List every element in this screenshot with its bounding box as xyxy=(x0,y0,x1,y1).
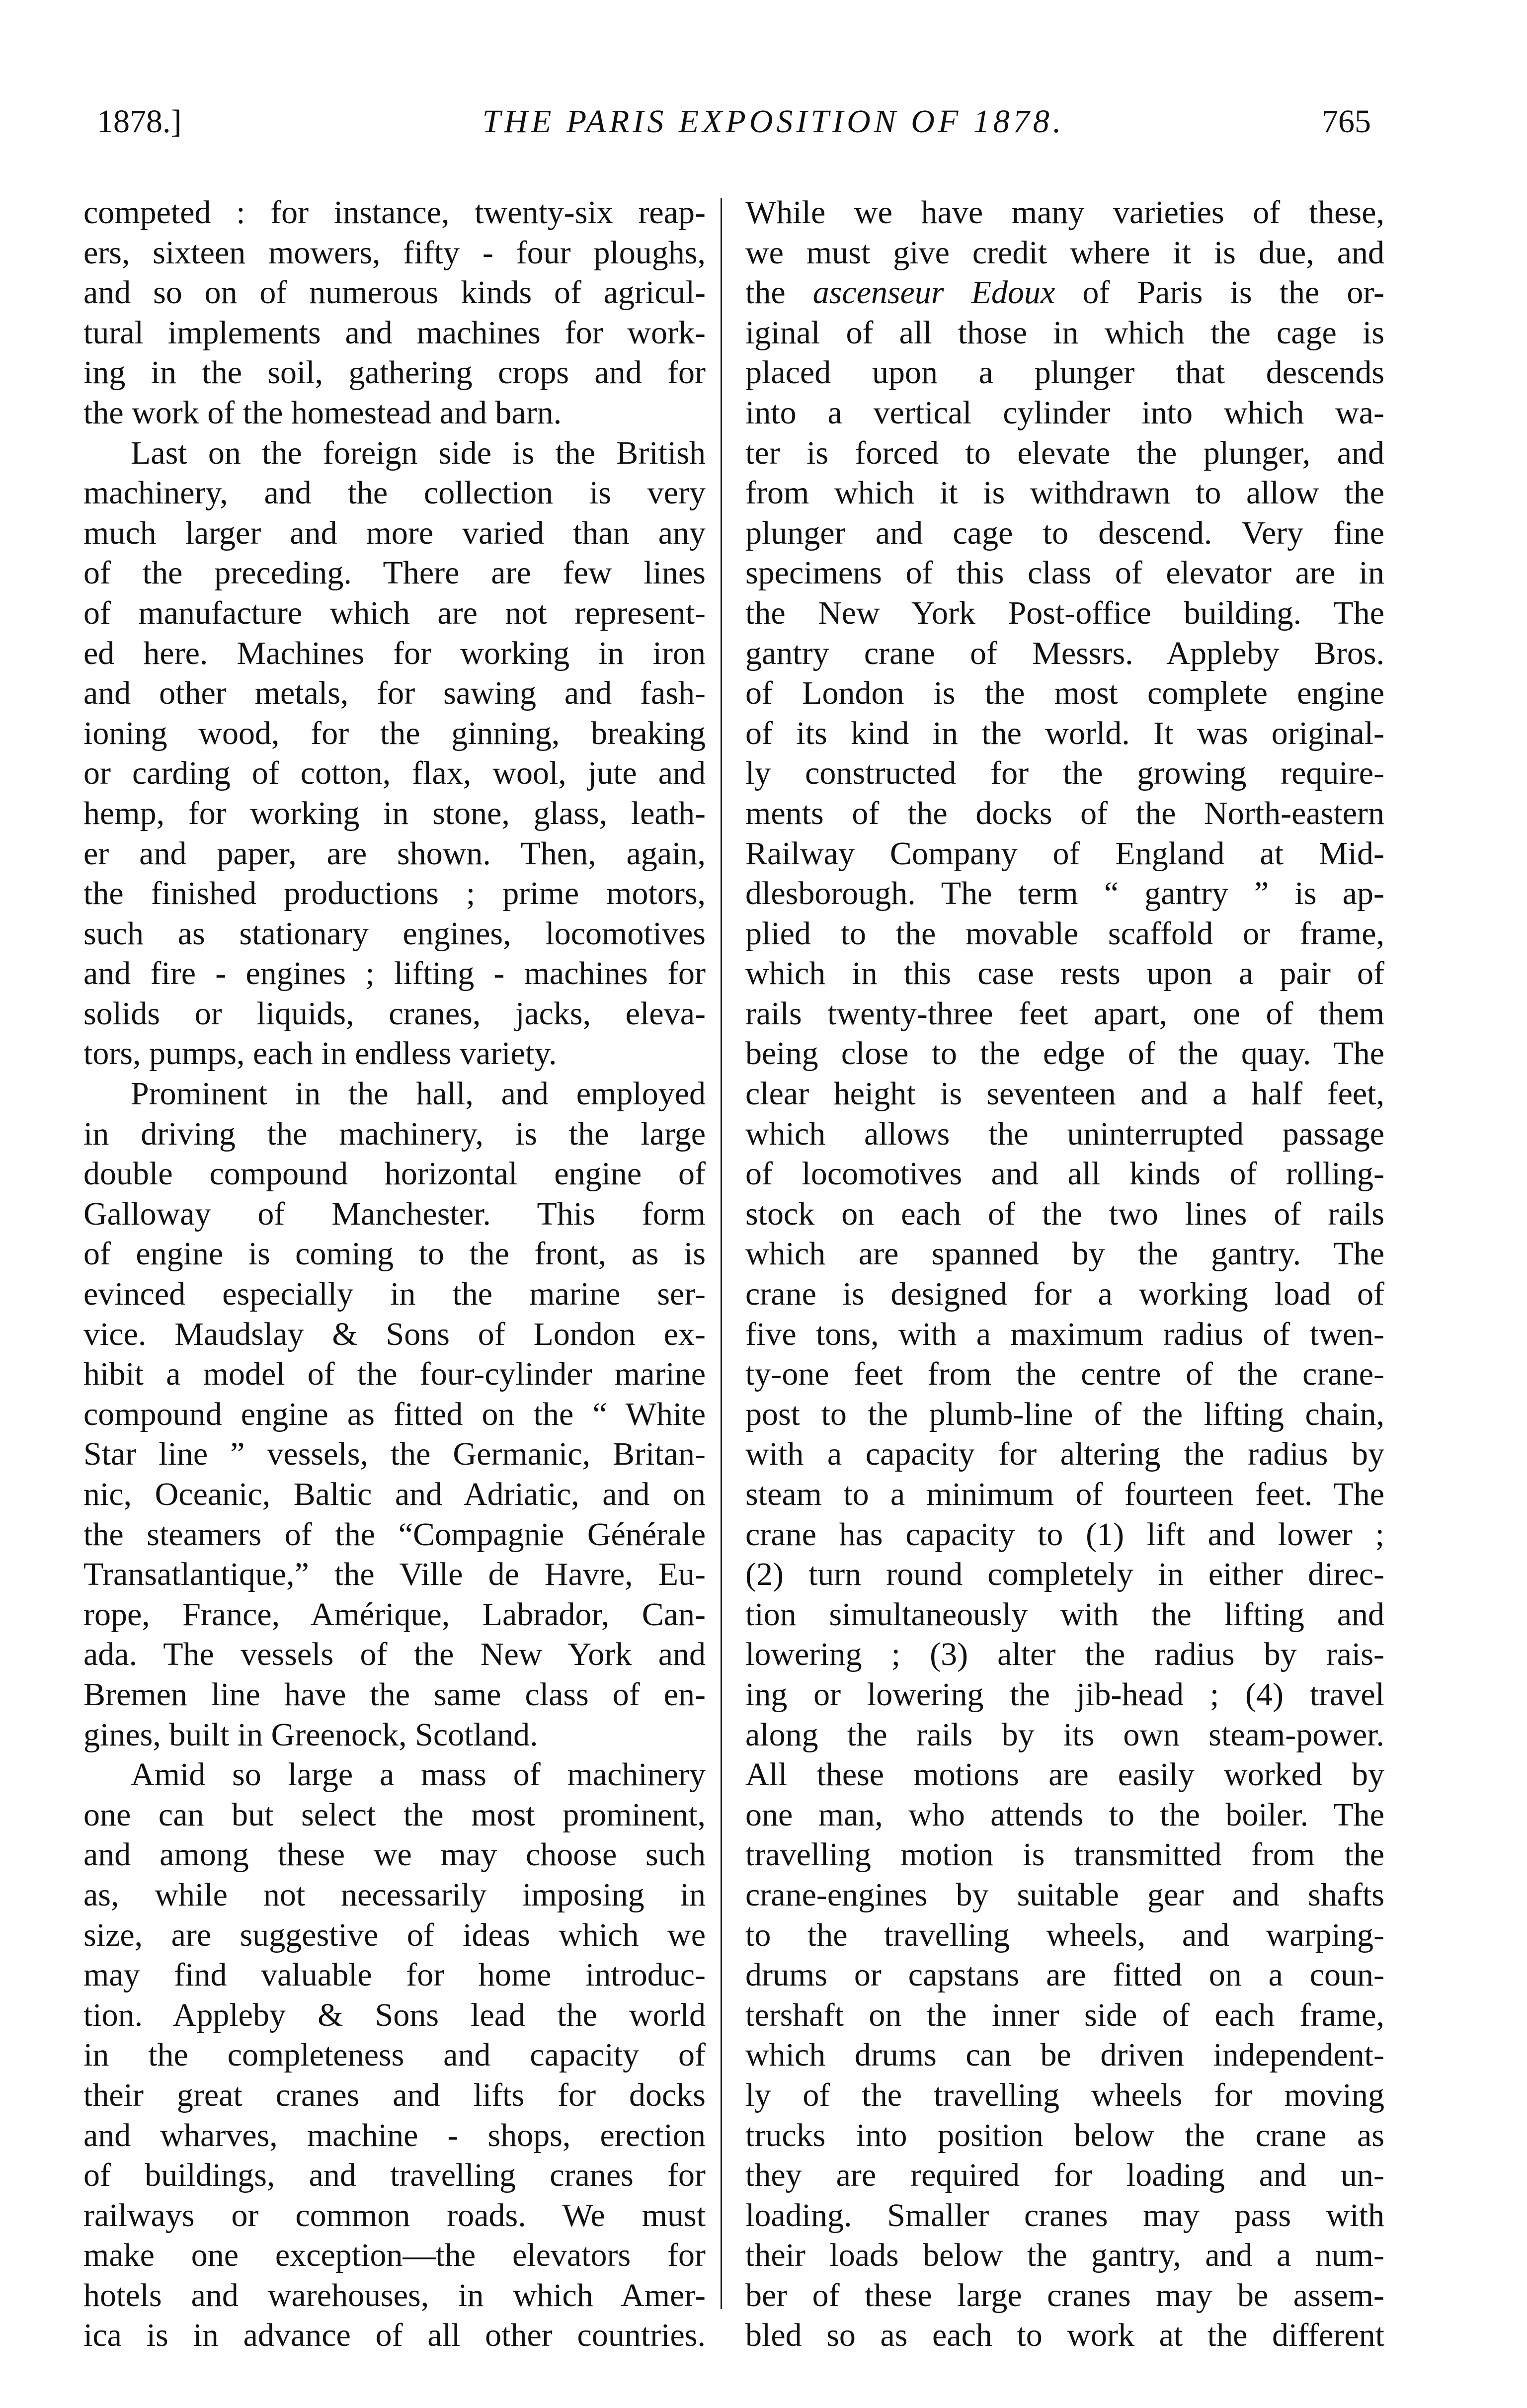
text-line: of the preceding. There are few lines xyxy=(83,555,706,591)
text-line: much larger and more varied than any xyxy=(83,514,706,551)
text-line: Star line ” vessels, the Germanic, Britan- xyxy=(83,1436,706,1473)
text-line: and so on of numerous kinds of agricul- xyxy=(83,274,706,311)
text-line: ter is forced to elevate the plunger, and xyxy=(745,434,1384,471)
text-line: specimens of this class of elevator are in xyxy=(745,555,1384,591)
text-line: gines, built in Greenock, Scotland. xyxy=(83,1716,538,1753)
text-line: one can but select the most prominent, xyxy=(83,1796,706,1833)
column-divider xyxy=(721,198,722,2309)
text-line: competed : for instance, twenty-six reap- xyxy=(83,194,706,231)
text-line: may find valuable for home introduc- xyxy=(83,1957,706,1993)
text-line: drums or capstans are fitted on a coun- xyxy=(745,1957,1384,1993)
text-line: the finished productions ; prime motors, xyxy=(83,875,706,912)
text-line: crane has capacity to (1) lift and lower ; xyxy=(745,1516,1384,1553)
text-line: tion. Appleby & Sons lead the world xyxy=(83,1996,706,2033)
text-line xyxy=(745,273,1384,313)
text-line: of London is the most complete engine xyxy=(745,675,1384,712)
text-line: tion simultaneously with the lifting and xyxy=(745,1596,1384,1633)
text-line: hotels and warehouses, in which Amer- xyxy=(83,2277,706,2314)
text-line: crane is designed for a working load of xyxy=(745,1276,1384,1313)
text-line: lowering ; (3) alter the radius by rais- xyxy=(745,1636,1384,1673)
text-line: ing or lowering the jib-head ; (4) travel xyxy=(745,1676,1384,1713)
text-line: the New York Post-office building. The xyxy=(745,594,1384,631)
text-line: ica is in advance of all other countries. xyxy=(83,2317,706,2354)
text-line: steam to a minimum of fourteen feet. The xyxy=(745,1476,1384,1512)
text-line: of locomotives and all kinds of rolling- xyxy=(745,1156,1384,1192)
text-line: ers, sixteen mowers, fifty - four ploughs, xyxy=(83,234,706,271)
text-line: trucks into position below the crane as xyxy=(745,2117,1384,2154)
text-line: While we have many varieties of these, xyxy=(745,194,1384,231)
text-line: er and paper, are shown. Then, again, xyxy=(83,835,706,872)
text-line: they are required for loading and un- xyxy=(745,2157,1384,2194)
text-line: bled so as each to work at the different xyxy=(745,2317,1384,2354)
text-line: their great cranes and lifts for docks xyxy=(83,2076,706,2113)
text-line: in the completeness and capacity of xyxy=(83,2037,706,2074)
text-line: ioning wood, for the ginning, breaking xyxy=(83,715,706,751)
text-line: of manufacture which are not represent- xyxy=(83,594,706,631)
text-line: ed here. Machines for working in iron xyxy=(83,635,706,671)
text-line: plunger and cage to descend. Very fine xyxy=(745,514,1384,551)
text-line: of its kind in the world. It was original- xyxy=(745,715,1384,751)
text-line: crane-engines by suitable gear and shafts xyxy=(745,1876,1384,1913)
text-line: iginal of all those in which the cage is xyxy=(745,314,1384,351)
text-line: ber of these large cranes may be assem- xyxy=(745,2277,1384,2314)
text-line: clear height is seventeen and a half feet, xyxy=(745,1076,1384,1112)
text-line: ly constructed for the growing require- xyxy=(745,755,1384,792)
text-line: nic, Oceanic, Baltic and Adriatic, and on xyxy=(83,1476,706,1512)
text-line: which in this case rests upon a pair of xyxy=(745,955,1384,992)
text-line: solids or liquids, cranes, jacks, eleva- xyxy=(83,995,706,1032)
text-line: travelling motion is transmitted from the xyxy=(745,1836,1384,1873)
text-line: being close to the edge of the quay. The xyxy=(745,1035,1384,1072)
italic-term: ascenseur Edoux xyxy=(812,274,1055,311)
text-line: placed upon a plunger that descends xyxy=(745,354,1384,391)
text-run: the xyxy=(745,274,813,311)
text-line: railways or common roads. We must xyxy=(83,2197,706,2234)
text-line: and other metals, for sawing and fash- xyxy=(83,675,706,712)
text-line: of engine is coming to the front, as is xyxy=(83,1236,706,1272)
text-line: machinery, and the collection is very xyxy=(83,475,706,511)
text-line: the steamers of the “Compagnie Générale xyxy=(83,1516,706,1553)
text-line: ada. The vessels of the New York and xyxy=(83,1636,706,1673)
text-line: hemp, for working in stone, glass, leath- xyxy=(83,795,706,831)
text-line: Bremen line have the same class of en- xyxy=(83,1676,706,1713)
text-line: and wharves, machine - shops, erection xyxy=(83,2117,706,2154)
text-line: and fire - engines ; lifting - machines for xyxy=(83,955,706,992)
text-line: evinced especially in the marine ser- xyxy=(83,1276,706,1313)
text-line: Railway Company of England at Mid- xyxy=(745,835,1384,872)
text-line: loading. Smaller cranes may pass with xyxy=(745,2197,1384,2234)
text-line: ing in the soil, gathering crops and for xyxy=(83,354,706,391)
text-line: with a capacity for altering the radius by xyxy=(745,1436,1384,1473)
text-line: ty-one feet from the centre of the crane- xyxy=(745,1356,1384,1393)
text-line: ments of the docks of the North-eastern xyxy=(745,795,1384,831)
text-line: compound engine as fitted on the “ White xyxy=(83,1396,706,1432)
text-line: gantry crane of Messrs. Appleby Bros. xyxy=(745,635,1384,671)
text-line: rails twenty-three feet apart, one of them xyxy=(745,995,1384,1032)
text-line: we must give credit where it is due, and xyxy=(745,234,1384,271)
text-line: into a vertical cylinder into which wa- xyxy=(745,394,1384,431)
text-line: dlesborough. The term “ gantry ” is ap- xyxy=(745,875,1384,912)
text-line: their loads below the gantry, and a num- xyxy=(745,2237,1384,2274)
text-line: in driving the machinery, is the large xyxy=(83,1115,706,1152)
text-line: which drums can be driven independent- xyxy=(745,2037,1384,2074)
text-line: to the travelling wheels, and warping- xyxy=(745,1916,1384,1953)
text-line: plied to the movable scaffold or frame, xyxy=(745,915,1384,952)
text-line: one man, who attends to the boiler. The xyxy=(745,1796,1384,1833)
text-line: stock on each of the two lines of rails xyxy=(745,1195,1384,1232)
text-line: and among these we may choose such xyxy=(83,1836,706,1873)
text-line: ly of the travelling wheels for moving xyxy=(745,2076,1384,2113)
text-line: vice. Maudslay & Sons of London ex- xyxy=(83,1316,706,1352)
text-line: double compound horizontal engine of xyxy=(83,1156,706,1192)
left-column xyxy=(83,193,706,2356)
text-line: which are spanned by the gantry. The xyxy=(745,1236,1384,1272)
text-line: Last on the foreign side is the British xyxy=(131,434,706,471)
text-line: rope, France, Amérique, Labrador, Can- xyxy=(83,1596,706,1633)
text-line: of buildings, and travelling cranes for xyxy=(83,2157,706,2194)
header-year: 1878.] xyxy=(97,103,182,140)
text-line: tershaft on the inner side of each frame, xyxy=(745,1996,1384,2033)
text-line: such as stationary engines, locomotives xyxy=(83,915,706,952)
text-line: Transatlantique,” the Ville de Havre, Eu- xyxy=(83,1556,706,1593)
text-line: make one exception—the elevators for xyxy=(83,2237,706,2274)
text-line: five tons, with a maximum radius of twen- xyxy=(745,1316,1384,1352)
right-column xyxy=(745,193,1384,2356)
text-line: which allows the uninterrupted passage xyxy=(745,1115,1384,1152)
text-line: along the rails by its own steam-power. xyxy=(745,1716,1384,1753)
text-line: Amid so large a mass of machinery xyxy=(131,1756,706,1793)
text-line: Prominent in the hall, and employed xyxy=(131,1076,706,1112)
header-title: THE PARIS EXPOSITION OF 1878. xyxy=(482,103,1065,140)
text-run: of Paris is the or- xyxy=(1055,274,1384,311)
text-line: hibit a model of the four-cylinder marine xyxy=(83,1356,706,1393)
text-line: size, are suggestive of ideas which we xyxy=(83,1916,706,1953)
text-line: tors, pumps, each in endless variety. xyxy=(83,1035,557,1072)
text-line: post to the plumb-line of the lifting chain, xyxy=(745,1396,1384,1432)
text-line: All these motions are easily worked by xyxy=(745,1756,1384,1793)
page-number: 765 xyxy=(1322,103,1371,140)
text-line: from which it is withdrawn to allow the xyxy=(745,475,1384,511)
text-line: (2) turn round completely in either direc- xyxy=(745,1556,1384,1593)
text-line: as, while not necessarily imposing in xyxy=(83,1876,706,1913)
text-line: or carding of cotton, flax, wool, jute and xyxy=(83,755,706,792)
text-line: tural implements and machines for work- xyxy=(83,314,706,351)
text-line: Galloway of Manchester. This form xyxy=(83,1195,706,1232)
text-line: the work of the homestead and barn. xyxy=(83,394,562,431)
